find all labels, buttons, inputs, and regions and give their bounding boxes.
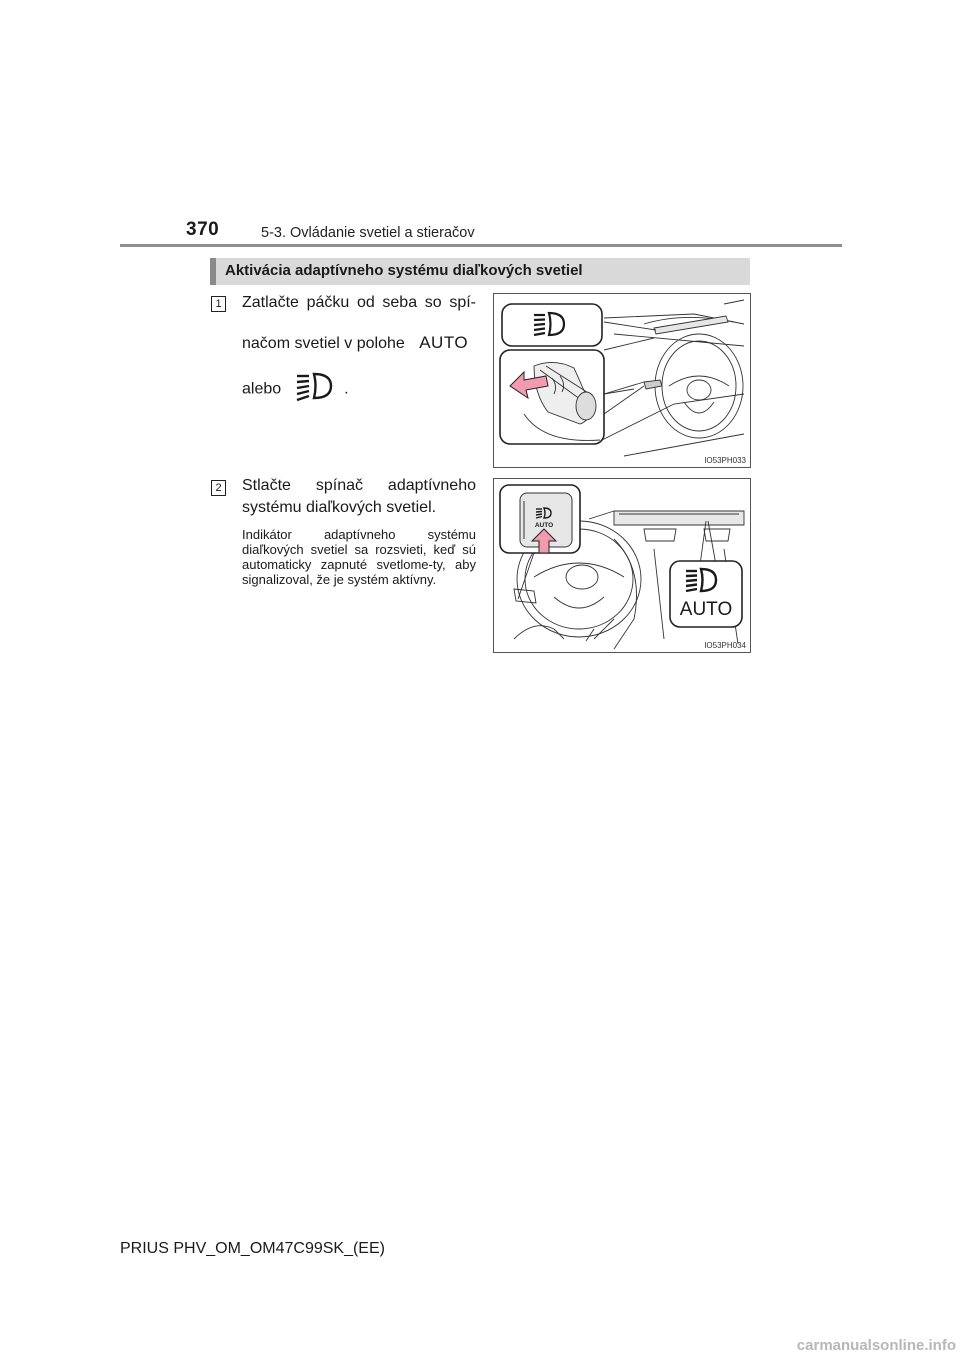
- page-number: 370: [186, 219, 220, 240]
- subsection-bar: [210, 258, 216, 285]
- subsection-title: Aktivácia adaptívneho systému diaľkových svetiel: [225, 262, 583, 279]
- indicator-auto-label: AUTO: [679, 599, 733, 620]
- footer-document-id: PRIUS PHV_OM_OM47C99SK_(EE): [120, 1240, 385, 1257]
- header-rule: [120, 244, 842, 247]
- step-2-note: Indikátor adaptívneho systému diaľkových svetiel sa rozsvieti, keď sú automaticky zapnuté svetlome-ty, aby signalizoval, že je systém aktívny.: [242, 527, 476, 587]
- figure-switch: [493, 478, 751, 653]
- step-1-line-2-text: načom svetiel v polohe: [242, 335, 405, 352]
- step-1-line-3: [242, 370, 349, 409]
- step-badge-2: 2: [211, 480, 226, 496]
- headlight-icon: [294, 370, 334, 409]
- step-badge-1: 1: [211, 296, 226, 312]
- switch-auto-label: AUTO: [534, 522, 554, 529]
- step-1-line-2: [242, 333, 476, 353]
- step-1-end: .: [344, 380, 349, 398]
- step-2-line-1: Stlačte spínač adaptívneho: [242, 477, 476, 494]
- step-2-line-2: systému diaľkových svetiel.: [242, 499, 437, 516]
- subsection-heading: [210, 258, 750, 285]
- auto-label: AUTO: [419, 333, 469, 352]
- section-title: 5-3. Ovládanie svetiel a stieračov: [261, 225, 475, 241]
- figure-switch-illustration: [494, 479, 750, 652]
- step-1-line-1: Zatlačte páčku od seba so spí-: [242, 294, 476, 311]
- figure-lever: [493, 293, 751, 468]
- figure-2-code: IO53PH034: [704, 641, 746, 650]
- figure-lever-illustration: [494, 294, 750, 467]
- watermark: carmanualsonline.info: [796, 1337, 956, 1354]
- figure-1-code: IO53PH033: [704, 456, 746, 465]
- step-1-line-3-text: alebo: [242, 380, 282, 398]
